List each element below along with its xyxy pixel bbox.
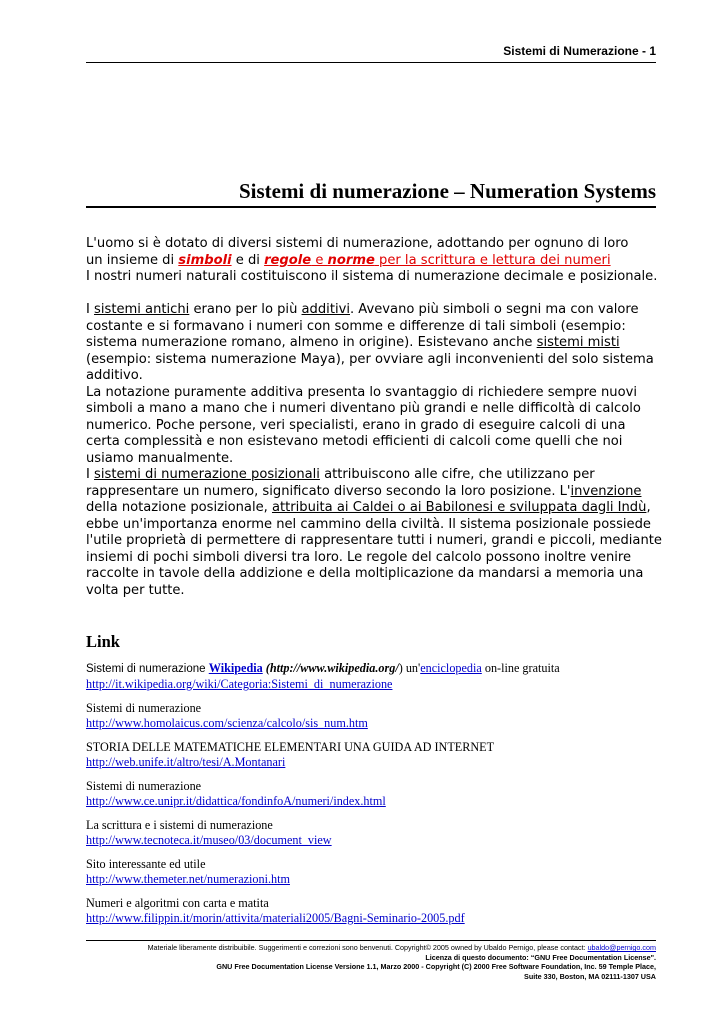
link-description bbox=[86, 660, 664, 677]
enciclopedia-link[interactable]: enciclopedia bbox=[420, 661, 482, 675]
norme-term: norme bbox=[327, 252, 375, 268]
invenzione-term: invenzione bbox=[570, 483, 642, 499]
footer-line-4: Suite 330, Boston, MA 02111-1307 USA bbox=[524, 971, 656, 981]
footer-line-1 bbox=[86, 943, 656, 953]
footer-line-3: GNU Free Documentation License Versione 1.1, Marzo 2000 - Copyright (C) 2000 Free Software Foundation, Inc. 59 Temple Place, bbox=[216, 962, 656, 972]
link-description: Sistemi di numerazione bbox=[86, 778, 202, 793]
link-url[interactable]: http://www.ce.unipr.it/didattica/fondinfoA/numeri/index.html bbox=[86, 794, 386, 808]
page-title: Sistemi di numerazione – Numeration Systems bbox=[238, 179, 656, 203]
para-text: I bbox=[86, 302, 95, 317]
paragraph-gap bbox=[86, 286, 662, 303]
para-text: (esempio: sistema numerazione Maya), per ovviare agli inconvenienti del solo sistema additivo. bbox=[86, 351, 654, 383]
intro-text: e di bbox=[231, 252, 265, 268]
para-text: attribuiscono alle cifre, che utilizzano per rappresentare un numero, significato diverso secondo la loro posizione. L' bbox=[86, 467, 595, 499]
links-heading: Link bbox=[86, 632, 120, 651]
para-text: I bbox=[86, 467, 95, 482]
link-url[interactable]: http://www.themeter.net/numerazioni.htm bbox=[86, 872, 290, 886]
link-url[interactable]: http://web.unife.it/altro/tesi/A.Montanari bbox=[86, 755, 286, 769]
footer bbox=[86, 943, 656, 981]
simboli-term: simboli bbox=[178, 252, 232, 268]
caldei-term: attribuita ai Caldei o ai Babilonesi e sviluppata dagli Indù bbox=[271, 500, 647, 515]
link-description: La scrittura e i sistemi di numerazione bbox=[86, 817, 273, 832]
link-item bbox=[86, 818, 664, 849]
link-item-wikipedia bbox=[86, 660, 664, 693]
links-list bbox=[86, 660, 664, 935]
para-text: , ebbe un'importanza enorme nel cammino della civiltà. Il sistema posizionale possiede l'utile proprietà di permettere di rappresentare tutti i numeri, grandi e piccoli, mediante insiemi di pochi simboli diversi tra loro. Le regole del calcolo possono inoltre venire raccolte in tavole della addizione e della moltiplicazione da mandarsi a memoria una volta per tutte. bbox=[86, 500, 662, 598]
intro-line-1: L'uomo si è dotato di diversi sistemi di numerazione, adottando per ognuno di loro bbox=[86, 236, 629, 251]
intro-paragraph bbox=[86, 236, 662, 286]
link-description: Sistemi di numerazione bbox=[86, 700, 202, 715]
link-desc-text: ( bbox=[262, 661, 270, 675]
para-text: erano per lo più bbox=[189, 302, 302, 317]
footer-text: Materiale liberamente distribuibile. Suggerimenti e correzioni sono benvenuti. Copyright© 2005 owned by Ubaldo Pernigo, please contact: bbox=[147, 943, 588, 952]
intro-text: un insieme di bbox=[86, 252, 179, 268]
link-item bbox=[86, 701, 664, 732]
posizionali-term: sistemi di numerazione posizionali bbox=[94, 467, 320, 482]
wikipedia-link[interactable]: Wikipedia bbox=[208, 661, 263, 675]
intro-red-text: per la scrittura e lettura dei numeri bbox=[374, 252, 611, 268]
positional-systems-paragraph bbox=[86, 467, 662, 599]
footer-rule bbox=[86, 940, 656, 941]
link-description: Sito interessante ed utile bbox=[86, 856, 206, 871]
body-text bbox=[86, 236, 662, 599]
intro-line-3: I nostri numeri naturali costituiscono il sistema di numerazione decimale e posizionale. bbox=[86, 269, 658, 284]
link-item bbox=[86, 740, 664, 771]
sistemi-antichi-term: sistemi antichi bbox=[94, 302, 190, 317]
link-url[interactable]: http://it.wikipedia.org/wiki/Categoria:Sistemi_di_numerazione bbox=[86, 677, 393, 691]
link-item bbox=[86, 779, 664, 810]
running-header: Sistemi di Numerazione - 1 bbox=[503, 44, 656, 58]
link-url[interactable]: http://www.homolaicus.com/scienza/calcolo/sis_num.htm bbox=[86, 716, 368, 730]
additive-notation-paragraph: La notazione puramente additiva presenta lo svantaggio di richiedere sempre nuovi simboli a mano a mano che i numeri diventano più grandi e nelle difficoltà di calcolo numerico. Poche persone, veri specialisti, erano in grado di eseguire calcoli di una certa complessità e non esistevano metodi efficienti di calcoli come quelli che noi usiamo manualmente. bbox=[86, 384, 641, 466]
additivi-term: additivi bbox=[301, 302, 350, 317]
link-description: Numeri e algoritmi con carta e matita bbox=[86, 895, 269, 910]
title-rule bbox=[86, 206, 656, 208]
wikipedia-url-text: http://www.wikipedia.org/ bbox=[269, 661, 399, 675]
link-desc-text: Sistemi di numerazione bbox=[86, 663, 209, 675]
ancient-systems-paragraph bbox=[86, 302, 662, 385]
para-text: della notazione posizionale, bbox=[86, 500, 272, 515]
link-url[interactable]: http://www.filippin.it/morin/attivita/materiali2005/Bagni-Seminario-2005.pdf bbox=[86, 911, 465, 925]
intro-text: e bbox=[311, 252, 328, 268]
footer-line-2: Licenza di questo documento: “GNU Free Documentation License". bbox=[425, 952, 656, 962]
link-item bbox=[86, 896, 664, 927]
header-rule bbox=[86, 62, 656, 63]
contact-email-link[interactable]: ubaldo@pernigo.com bbox=[587, 943, 656, 952]
sistemi-misti-term: sistemi misti bbox=[536, 335, 620, 350]
link-item bbox=[86, 857, 664, 888]
para-text: . Avevano più simboli o segni ma con valore costante e si formavano i numeri con somme e differenze di tali simboli (esempio: sistema numerazione romano, almeno in origine). Esistevano anche bbox=[86, 302, 639, 350]
link-desc-text: on-line gratuita bbox=[481, 661, 560, 675]
link-description: STORIA DELLE MATEMATICHE ELEMENTARI UNA GUIDA AD INTERNET bbox=[86, 739, 495, 754]
regole-term: regole bbox=[264, 252, 312, 268]
link-url[interactable]: http://www.tecnoteca.it/museo/03/document_view bbox=[86, 833, 332, 847]
link-desc-text: ) un' bbox=[398, 661, 421, 675]
